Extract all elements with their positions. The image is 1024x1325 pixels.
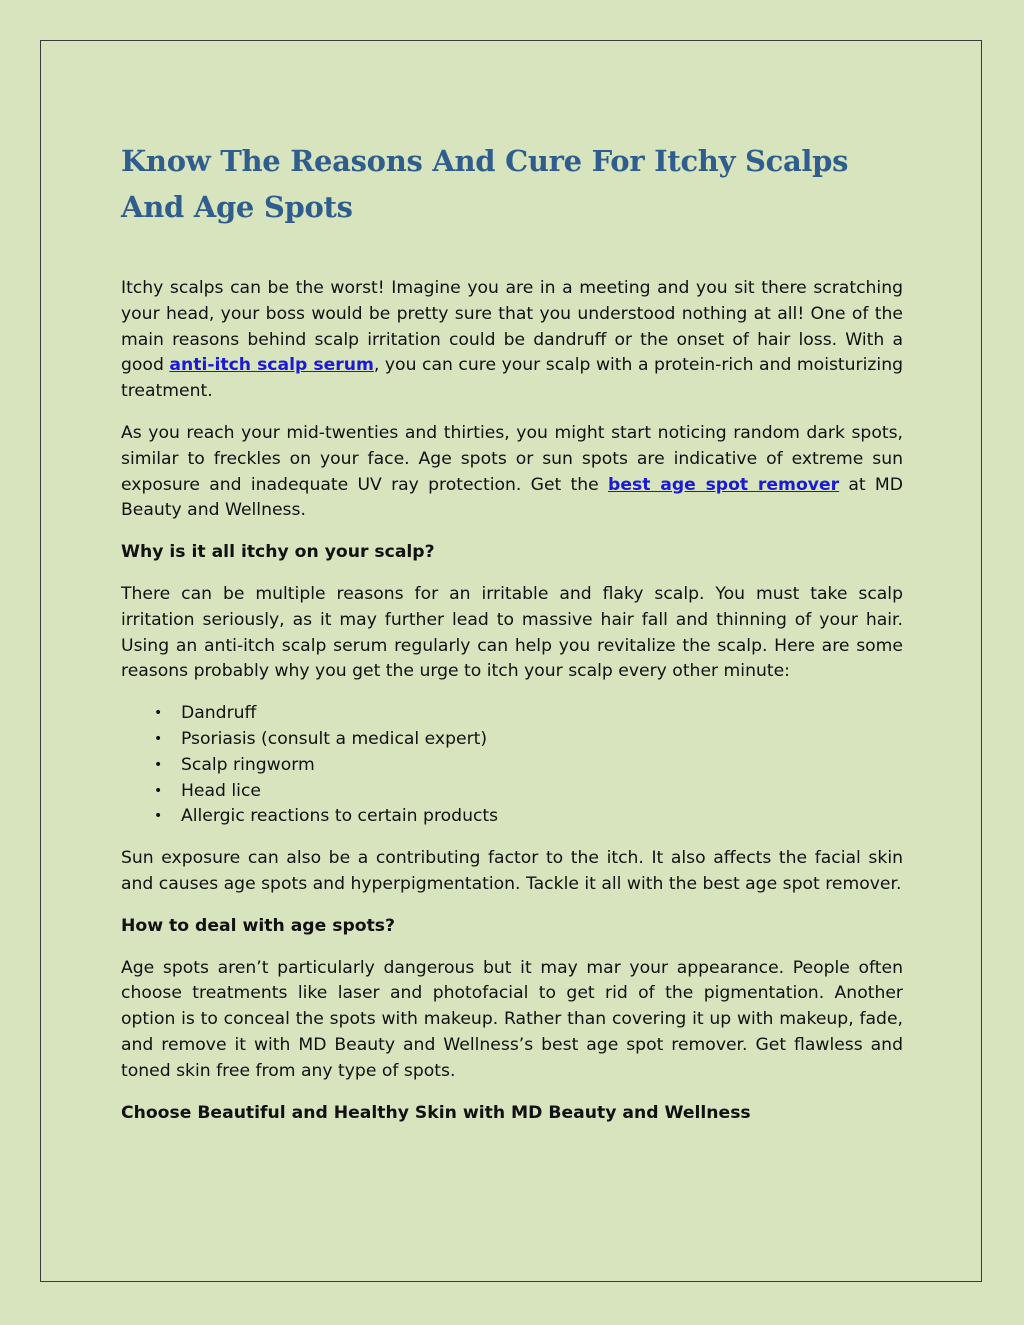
anti-itch-scalp-serum-link[interactable]: anti-itch scalp serum xyxy=(169,355,374,376)
sun-exposure-paragraph: Sun exposure can also be a contributing factor to the itch. It also affects the facial skin and causes age spots and hyperpigmentation. Tackle it all with the best age spot remover. xyxy=(121,848,903,894)
bullet-icon: • xyxy=(154,756,163,773)
list-item xyxy=(121,727,903,753)
reasons-list xyxy=(121,701,903,830)
best-age-spot-remover-link[interactable]: best age spot remover xyxy=(608,474,840,495)
list-item xyxy=(121,701,903,727)
bullet-icon: • xyxy=(154,730,163,747)
list-item-text: Allergic reactions to certain products xyxy=(181,806,499,827)
page-title: Know The Reasons And Cure For Itchy Scalps And Age Spots xyxy=(121,144,849,224)
closing-heading: Choose Beautiful and Healthy Skin with MD Beauty and Wellness xyxy=(121,1102,751,1123)
list-item-text: Head lice xyxy=(181,780,261,801)
list-item-text: Dandruff xyxy=(181,703,257,724)
section-heading-age-spots: How to deal with age spots? xyxy=(121,915,396,936)
age-spots-text-before: As you reach your mid-twenties and thirties, you might start noticing random dark spots, similar to freckles on your face. Age spots or sun spots are indicative of extreme sun exposure and inadequate UV ray protection. Get the xyxy=(121,422,903,495)
bullet-icon: • xyxy=(154,705,163,722)
treatment-paragraph: Age spots aren’t particularly dangerous but it may mar your appearance. People often choose treatments like laser and photofacial to get rid of the pigmentation. Another option is to conceal the spots with makeup. Rather than covering it up with makeup, fade, and remove it with MD Beauty and Wellness’s best age spot remover. Get flawless and toned skin free from any type of spots. xyxy=(121,957,903,1081)
reasons-paragraph: There can be multiple reasons for an irritable and flaky scalp. You must take scalp irritation seriously, as it may further lead to massive hair fall and thinning of your hair. Using an anti-itch scalp serum regularly can help you revitalize the scalp. Here are some reasons probably why you get the urge to itch your scalp every other minute: xyxy=(121,583,903,682)
list-item xyxy=(121,804,903,830)
age-spots-text-after: at MD Beauty and Wellness. xyxy=(121,474,904,521)
bullet-icon: • xyxy=(154,782,163,799)
intro-text-after: , you can cure your scalp with a protein-rich and moisturizing treatment. xyxy=(121,355,903,402)
list-item xyxy=(121,779,903,805)
list-item xyxy=(121,753,903,779)
intro-paragraph xyxy=(121,276,903,405)
list-item-text: Psoriasis (consult a medical expert) xyxy=(181,728,488,749)
list-item-text: Scalp ringworm xyxy=(181,754,315,775)
bullet-icon: • xyxy=(154,808,163,825)
age-spots-paragraph xyxy=(121,421,903,524)
intro-text-before: Itchy scalps can be the worst! Imagine you are in a meeting and you sit there scratching your head, your boss would be pretty sure that you understood nothing at all! One of the main reasons behind scalp irritation could be dandruff or the onset of hair loss. With a good xyxy=(121,278,903,376)
section-heading-itchy-scalp: Why is it all itchy on your scalp? xyxy=(121,542,435,563)
article-body xyxy=(121,138,903,1142)
